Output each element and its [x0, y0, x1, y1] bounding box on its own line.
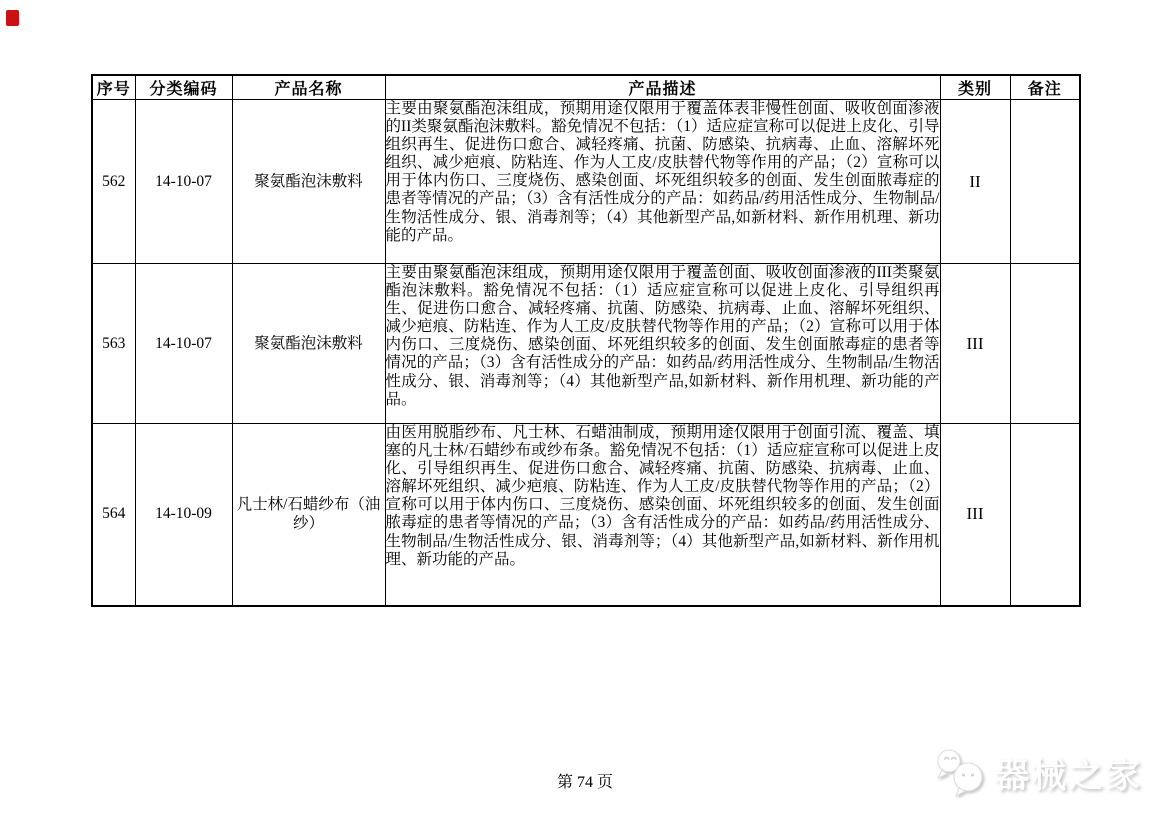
cell-name: 聚氨酯泡沫敷料 — [232, 100, 385, 264]
col-header-category: 类别 — [940, 75, 1010, 100]
cell-seq: 562 — [92, 100, 135, 264]
cell-desc: 主要由聚氨酯泡沫组成，预期用途仅限用于覆盖体表非慢性创面、吸收创面渗液的II类聚氨酯泡沫敷料。豁免情况不包括：（1）适应症宣称可以促进上皮化、引导组织再生、促进伤口愈合、减轻疼痛、抗菌、防感染、抗病毒、止血、溶解坏死组织、减少疤痕、防粘连、作为人工皮/皮肤替代物等作用的产品；（2）宣称可以用于体内伤口、三度烧伤、感染创面、坏死组织较多的创面、发生创面脓毒症的患者等情况的产品；（3）含有活性成分的产品：如药品/药用活性成分、生物制品/生物活性成分、银、消毒剂等；（4）其他新型产品,如新材料、新作用机理、新功能的产品。 — [385, 100, 940, 264]
cell-remark — [1010, 100, 1080, 264]
chat-bubbles-faces-icon — [933, 746, 987, 798]
cell-name: 聚氨酯泡沫敷料 — [232, 264, 385, 424]
cell-seq: 564 — [92, 424, 135, 606]
table-row — [92, 100, 1080, 264]
table-row — [92, 264, 1080, 424]
product-classification-table — [91, 74, 1081, 607]
cell-desc: 由医用脱脂纱布、凡士林、石蜡油制成，预期用途仅限用于创面引流、覆盖、填塞的凡士林/石蜡纱布或纱布条。豁免情况不包括：（1）适应症宣称可以促进上皮化、引导组织再生、促进伤口愈合、减轻疼痛、抗菌、防感染、抗病毒、止血、溶解坏死组织、减少疤痕、防粘连、作为人工皮/皮肤替代物等作用的产品；（2）宣称可以用于体内伤口、三度烧伤、感染创面、坏死组织较多的创面、发生创面脓毒症的患者等情况的产品；（3）含有活性成分的产品：如药品/药用活性成分、生物制品/生物活性成分、银、消毒剂等；（4）其他新型产品,如新材料、新作用机理、新功能的产品。 — [385, 424, 940, 606]
cell-category: III — [940, 424, 1010, 606]
col-header-desc: 产品描述 — [385, 75, 940, 100]
col-header-name: 产品名称 — [232, 75, 385, 100]
watermark-text: 器械之家 — [995, 756, 1143, 795]
corner-red-mark — [6, 10, 19, 26]
cell-code: 14-10-09 — [135, 424, 232, 606]
cell-category: II — [940, 100, 1010, 264]
col-header-remark: 备注 — [1010, 75, 1080, 100]
cell-category: III — [940, 264, 1010, 424]
col-header-seq: 序号 — [92, 75, 135, 100]
cell-seq: 563 — [92, 264, 135, 424]
table-header-row — [92, 75, 1080, 100]
cell-remark — [1010, 424, 1080, 606]
cell-desc: 主要由聚氨酯泡沫组成，预期用途仅限用于覆盖创面、吸收创面渗液的III类聚氨酯泡沫敷料。豁免情况不包括：（1）适应症宣称可以促进上皮化、引导组织再生、促进伤口愈合、减轻疼痛、抗菌、防感染、抗病毒、止血、溶解坏死组织、减少疤痕、防粘连、作为人工皮/皮肤替代物等作用的产品；（2）宣称可以用于体内伤口、三度烧伤、感染创面、坏死组织较多的创面、发生创面脓毒症的患者等情况的产品；（3）含有活性成分的产品：如药品/药用活性成分、生物制品/生物活性成分、银、消毒剂等；（4）其他新型产品,如新材料、新作用机理、新功能的产品。 — [385, 264, 940, 424]
cell-code: 14-10-07 — [135, 264, 232, 424]
col-header-code: 分类编码 — [135, 75, 232, 100]
page-footer — [91, 769, 1079, 792]
brand-watermark — [933, 746, 1143, 798]
cell-code: 14-10-07 — [135, 100, 232, 264]
cell-remark — [1010, 264, 1080, 424]
cell-name: 凡士林/石蜡纱布（油纱） — [232, 424, 385, 606]
table-row — [92, 424, 1080, 606]
page-number: 第 74 页 — [556, 774, 613, 791]
